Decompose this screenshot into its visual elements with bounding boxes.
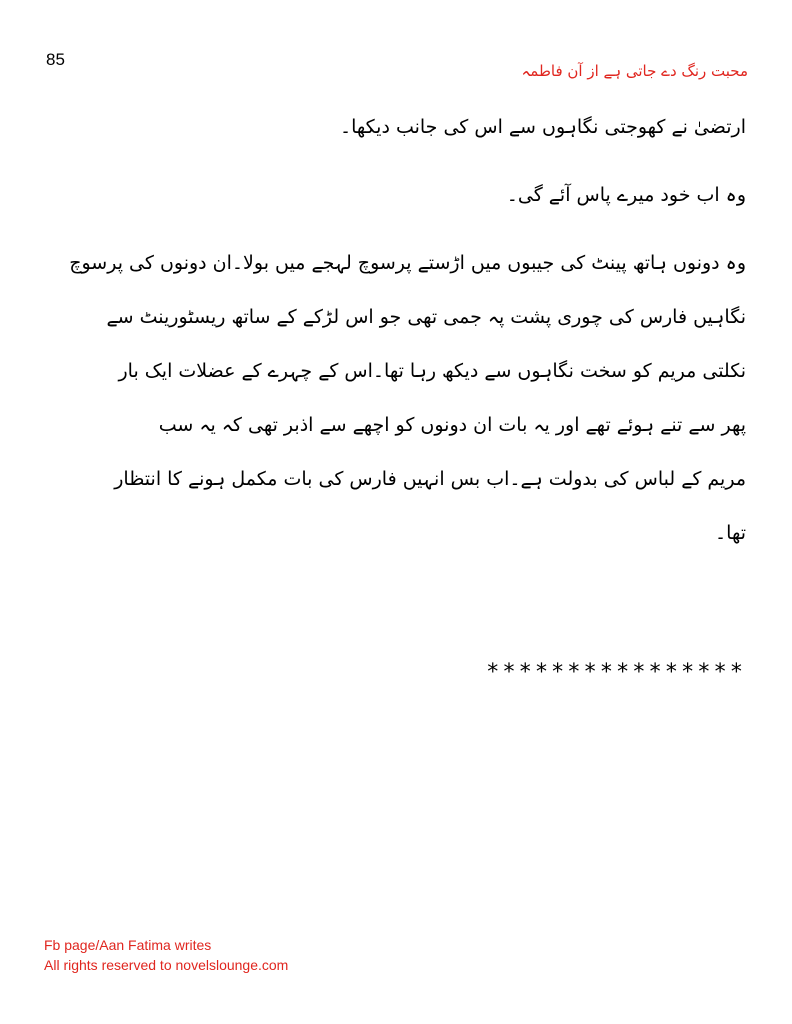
paragraph-line: نگاہیں فارس کی چوری پشت پہ جمی تھی جو اس لڑکے کے ساتھ ریسٹورینٹ سے	[106, 306, 746, 328]
paragraph-line: پھر سے تنے ہوئے تھے اور یہ بات ان دونوں کو اچھے سے اذبر تھی کہ یہ سب	[158, 414, 746, 436]
running-header: محبت رنگ دے جاتی ہے از آن فاطمہ	[521, 62, 748, 80]
section-separator: ****************	[486, 660, 746, 685]
paragraph-line: نکلتی مریم کو سخت نگاہوں سے دیکھ رہا تھا۔اس کے چہرے کے عضلات ایک بار	[118, 360, 746, 382]
paragraph-line: ارتضیٰ نے کھوجتی نگاہوں سے اس کی جانب دیکھا۔	[339, 116, 746, 138]
page-number: 85	[46, 50, 65, 69]
footer	[44, 935, 288, 975]
paragraph-line: وہ اب خود میرے پاس آئے گی۔	[506, 184, 746, 206]
footer-fb-page: Fb page/Aan Fatima writes	[44, 937, 212, 953]
paragraph-line: تھا۔	[715, 522, 746, 544]
paragraph-line: مریم کے لباس کی بدولت ہے۔اب بس انہیں فارس کی بات مکمل ہونے کا انتظار	[114, 468, 746, 490]
paragraph-line: وہ دونوں ہاتھ پینٹ کی جیبوں میں اڑستے پرسوچ لہجے میں بولا۔ان دونوں کی پرسوچ	[69, 252, 746, 274]
footer-rights: All rights reserved to novelslounge.com	[44, 957, 289, 973]
body-text	[60, 100, 746, 560]
